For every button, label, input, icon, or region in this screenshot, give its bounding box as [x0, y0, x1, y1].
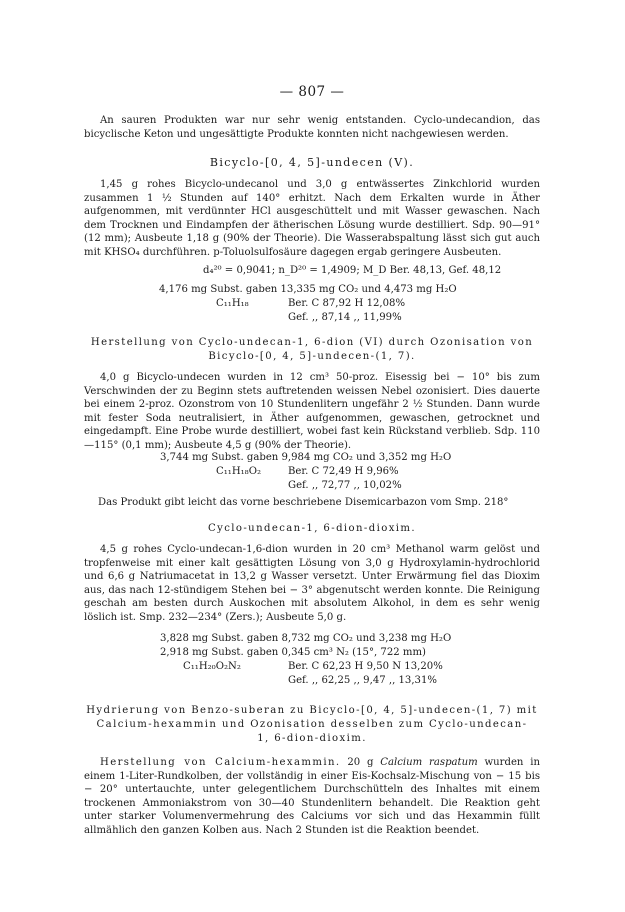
page-number: — 807 —: [279, 84, 345, 100]
analysis-found: Gef. ,, 72,77 ,, 10,02%: [288, 480, 402, 491]
section-title-bicycloundecen: Bicyclo-[0, 4, 5]-undecen (V).: [209, 156, 415, 169]
section-title-ozonisation-l1: Herstellung von Cyclo-undecan-1, 6-dion (VI) durch Ozonisation von: [90, 337, 534, 348]
disemicarbazon-note: Das Produkt gibt leicht das vorne beschriebene Disemicarbazon vom Smp. 218°: [98, 497, 509, 508]
run-in-heading: Herstellung von Calcium-hexammin.: [100, 757, 341, 768]
molecular-formula: C₁₁H₁₈O₂: [216, 466, 262, 477]
analysis-line: 3,828 mg Subst. gaben 8,732 mg CO₂ und 3,238 mg H₂O: [160, 633, 452, 644]
analysis-calculated: Ber. C 72,49 H 9,96%: [288, 466, 399, 477]
analysis-found: Gef. ,, 62,25 ,, 9,47 ,, 13,31%: [288, 675, 437, 686]
molecular-formula: C₁₁H₂₀O₂N₂: [183, 661, 241, 672]
molecular-formula: C₁₁H₁₈: [216, 298, 249, 309]
section-paragraph-bicycloundecen: 1,45 g rohes Bicyclo-undecanol und 3,0 g entwässertes Zinkchlorid wurden zusammen 1 ½ Stunden auf 140° erhitzt. Nach dem Erkalten wurde in Äther aufgenommen, mit verdünnter HCl ausgeschüttelt und mit Wasser gewaschen. Nach dem Trocknen und Eindampfen der ätherischen Lösung wurde destilliert. Sdp. 90—91° (12 mm); Ausbeute 1,18 g (90% der Theorie). Die Wasserabspaltung lässt sich gut auch mit KHSO₄ durchführen. p-Toluolsulfosäure dagegen ergab geringere Ausbeuten.: [84, 179, 540, 258]
calcium-raspatum: Calcium raspatum: [380, 757, 478, 768]
analysis-line: 3,744 mg Subst. gaben 9,984 mg CO₂ und 3,352 mg H₂O: [160, 452, 452, 463]
section-title-hydrierung-l1: Hydrierung von Benzo-suberan zu Bicyclo-[0, 4, 5]-undecen-(1, 7) mit: [86, 705, 538, 716]
intro-paragraph: An sauren Produkten war nur sehr wenig entstanden. Cyclo-undecandion, das bicyclische Keton und ungesättigte Produkte konnten nicht nachgewiesen werden.: [84, 115, 540, 140]
section-title-dioxim: Cyclo-undecan-1, 6-dion-dioxim.: [207, 523, 417, 534]
section-title-hydrierung-l2: Calcium-hexammin und Ozonisation desselben zum Cyclo-undecan-: [96, 719, 528, 730]
analysis-calculated: Ber. C 62,23 H 9,50 N 13,20%: [288, 661, 443, 672]
section-paragraph-calcium-hexammin: Herstellung von Calcium-hexammin. 20 g Calcium raspatum wurden in einem 1-Liter-Rundkolben, der vollständig in einer Eis-Kochsalz-Mischung von − 15 bis − 20° untertauchte, unter gelegentlichem Durchschütteln des Inhaltes mit einem trockenen Ammoniakstrom von 30—40 Stundenlitern behandelt. Die Reaktion geht unter starker Volumenvermehrung des Calciums vor sich und das Hexammin füllt allmählich den ganzen Kolben aus. Nach 2 Stunden ist die Reaktion beendet.: [84, 757, 540, 836]
section-title-ozonisation-l2: Bicyclo-[0, 4, 5]-undecen-(1, 7).: [208, 351, 416, 362]
section-paragraph-dioxim: 4,5 g rohes Cyclo-undecan-1,6-dion wurden in 20 cm³ Methanol warm gelöst und tropfenweise mit einer kalt gesättigten Lösung von 3,0 g Hydroxylamin-hydrochlorid und 6,6 g Natriumacetat in 13,2 g Wasser versetzt. Unter Erwärmung fiel das Dioxim aus, das nach 12-stündigem Stehen bei − 3° abgenutscht werden konnte. Die Reinigung geschah am besten durch Auskochen mit absolutem Alkohol, in dem es sehr wenig löslich ist. Smp. 232—234° (Zers.); Ausbeute 5,0 g.: [84, 544, 540, 623]
analysis-found: Gef. ,, 87,14 ,, 11,99%: [288, 312, 402, 323]
physical-constants: d₄²⁰ = 0,9041; n_D²⁰ = 1,4909; M_D Ber. 48,13, Gef. 48,12: [203, 265, 502, 276]
analysis-line: 2,918 mg Subst. gaben 0,345 cm³ N₂ (15°, 722 mm): [160, 647, 426, 658]
section-title-hydrierung-l3: 1, 6-dion-dioxim.: [257, 733, 367, 744]
section-paragraph-ozonisation: 4,0 g Bicyclo-undecen wurden in 12 cm³ 50-proz. Eisessig bei − 10° bis zum Verschwinden der zu Beginn stets auftretenden weissen Nebel ozonisiert. Dies dauerte bei einem 2-proz. Ozonstrom von 10 Stundenlitern ungefähr 2 ½ Stunden. Dann wurde mit fester Soda neutralisiert, in Äther aufgenommen, gewaschen, getrocknet und eingedampft. Eine Probe wurde destilliert, wobei fast kein Rückstand verblieb. Sdp. 110—115° (0,1 mm); Ausbeute 4,5 g (90% der Theorie).: [84, 372, 540, 451]
analysis-line: 4,176 mg Subst. gaben 13,335 mg CO₂ und 4,473 mg H₂O: [159, 284, 457, 295]
analysis-calculated: Ber. C 87,92 H 12,08%: [288, 298, 406, 309]
